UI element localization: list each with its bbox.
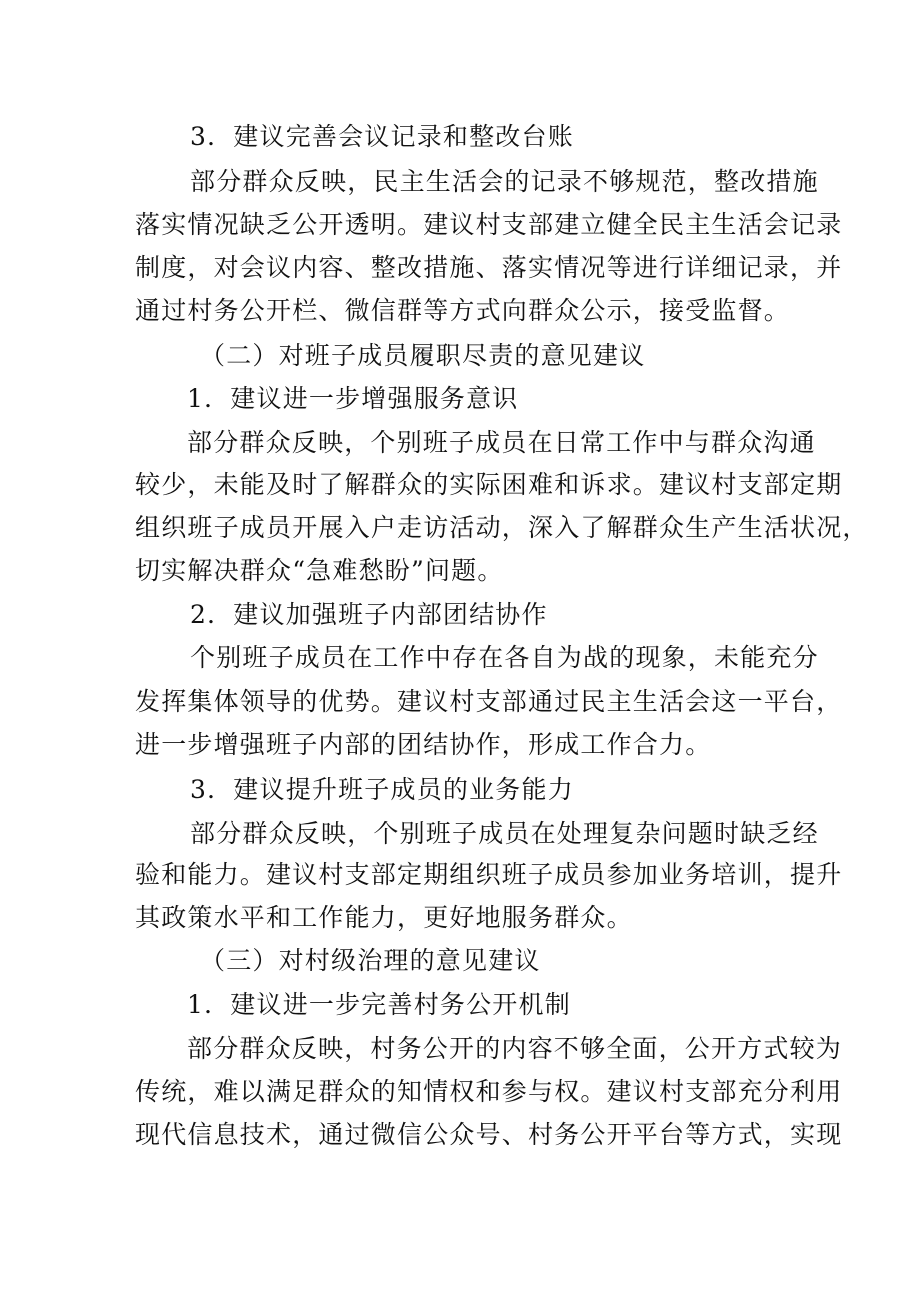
paragraph-line: 通过村务公开栏、微信群等方式向群众公示，接受监督。: [135, 296, 791, 325]
item-heading: 3．建议完善会议记录和整改台账: [190, 122, 574, 151]
paragraph-line: 部分群众反映，个别班子成员在日常工作中与群众沟通: [187, 428, 816, 457]
paragraph-line: 发挥集体领导的优势。建议村支部通过民主生活会这一平台，: [135, 687, 843, 716]
section-title: （二）对班子成员履职尽责的意见建议: [200, 341, 646, 370]
paragraph-line: 较少，未能及时了解群众的实际困难和诉求。建议村支部定期: [135, 470, 843, 499]
item-heading: 1．建议进一步增强服务意识: [187, 384, 519, 413]
paragraph-line: 进一步增强班子内部的团结协作，形成工作合力。: [135, 730, 712, 759]
item-heading: 3．建议提升班子成员的业务能力: [190, 775, 574, 804]
section-title: （三）对村级治理的意见建议: [200, 946, 541, 975]
paragraph-line: 部分群众反映，个别班子成员在处理复杂问题时缺乏经: [190, 819, 819, 848]
paragraph-line: 验和能力。建议村支部定期组织班子成员参加业务培训，提升: [135, 860, 843, 889]
paragraph-line: 传统，难以满足群众的知情权和参与权。建议村支部充分利用: [135, 1077, 843, 1106]
paragraph-line: 切实解决群众“急难愁盼”问题。: [135, 556, 504, 585]
paragraph-line: 组织班子成员开展入户走访活动，深入了解群众生产生活状况，: [135, 513, 869, 542]
paragraph-line: 现代信息技术，通过微信公众号、村务公开平台等方式，实现: [135, 1120, 843, 1149]
paragraph-line: 落实情况缺乏公开透明。建议村支部建立健全民主生活会记录: [135, 210, 843, 239]
item-heading: 1．建议进一步完善村务公开机制: [187, 990, 571, 1019]
paragraph-line: 部分群众反映，村务公开的内容不够全面，公开方式较为: [187, 1034, 843, 1063]
paragraph-line: 个别班子成员在工作中存在各自为战的现象，未能充分: [190, 643, 819, 672]
paragraph-line: 制度，对会议内容、整改措施、落实情况等进行详细记录，并: [135, 253, 843, 282]
paragraph-line: 部分群众反映，民主生活会的记录不够规范，整改措施: [190, 167, 819, 196]
item-heading: 2．建议加强班子内部团结协作: [190, 600, 548, 629]
paragraph-line: 其政策水平和工作能力，更好地服务群众。: [135, 903, 633, 932]
